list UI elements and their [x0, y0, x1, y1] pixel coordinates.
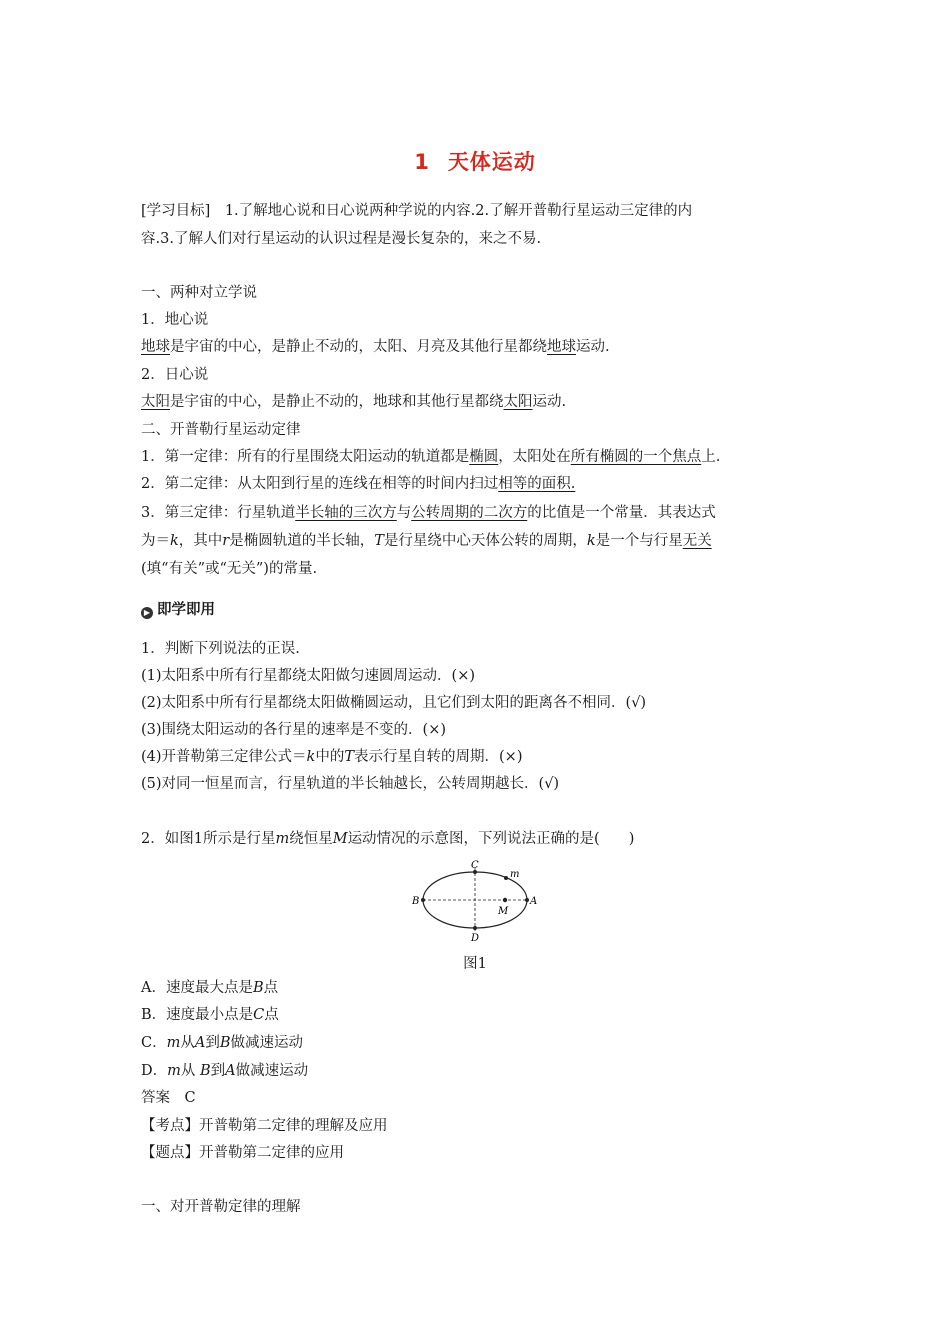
math-variable: T — [344, 749, 355, 765]
text-span: 到 — [210, 1063, 226, 1079]
text-span: D． — [141, 1063, 168, 1079]
text-span: 的比值是一个常量．其表达式 — [527, 505, 716, 521]
kaodian: 【考点】开普勒第二定律的理解及应用 — [141, 1118, 388, 1134]
text-span: 中的 — [315, 749, 345, 765]
text-span: 运动情况的示意图，下列说法正确的是( ) — [347, 831, 635, 847]
play-icon: ▶ — [141, 607, 153, 619]
option-d — [141, 1061, 821, 1081]
law3-text-line-1 — [141, 503, 821, 523]
title-text: 天体运动 — [447, 150, 536, 174]
law2-text — [141, 474, 821, 494]
blank-answer: 椭圆 — [469, 449, 499, 465]
law1-text — [141, 447, 821, 467]
title-number: 1 — [414, 150, 430, 174]
text-span: 2．如图1所示是行星 — [141, 831, 276, 847]
question-1-item: (5)对同一恒星而言，行星轨道的半长轴越长，公转周期越长．(√) — [141, 776, 560, 792]
text-span: (4)开普勒第三定律公式＝ — [141, 749, 307, 765]
label-D: D — [471, 933, 480, 943]
heliocentric-heading: 2．日心说 — [141, 367, 209, 383]
answer: 答案 C — [141, 1090, 196, 1106]
question-1-item: (1)太阳系中所有行星都绕太阳做匀速圆周运动．(×) — [141, 668, 476, 684]
text-span: 从 — [180, 1035, 195, 1051]
label-A: A — [530, 896, 538, 907]
point-A — [525, 898, 529, 902]
math-variable: m — [275, 831, 290, 847]
label-m: m — [510, 869, 520, 880]
text-span: 点 — [264, 1007, 279, 1023]
heliocentric-text — [141, 392, 821, 412]
math-variable: k — [170, 533, 179, 549]
page-title — [0, 146, 950, 176]
text-span: 做减速运动 — [230, 1035, 303, 1051]
text-span: 与 — [396, 505, 412, 521]
text-span: ，太阳处在 — [498, 449, 571, 465]
law3-text-line-2 — [141, 531, 821, 551]
text-span: 是行星绕中心天体公转的周期， — [383, 533, 587, 549]
math-variable: k — [586, 533, 596, 549]
blank-answer: 太阳 — [503, 394, 533, 410]
geocentric-heading: 1．地心说 — [141, 312, 209, 328]
math-variable: m — [167, 1063, 181, 1079]
math-variable: B — [252, 980, 264, 996]
point-B — [421, 898, 425, 902]
text-span: 3．第三定律：行星轨道 — [141, 505, 296, 521]
math-variable: B — [200, 1063, 211, 1079]
tidian: 【题点】开普勒第二定律的应用 — [141, 1145, 344, 1161]
label-M: M — [498, 906, 509, 917]
section2-heading: 二、开普勒行星运动定律 — [141, 422, 301, 438]
blank-answer: 半长轴的三次方 — [295, 505, 397, 521]
blank-answer: 太阳 — [141, 394, 170, 410]
text-span: 为＝ — [141, 533, 170, 549]
text-span: 是椭圆轨道的半长轴， — [229, 533, 375, 549]
text-span: 是一个与行星 — [595, 533, 683, 549]
math-variable: C — [253, 1007, 265, 1023]
math-variable: r — [222, 533, 230, 549]
text-span: 从 — [180, 1063, 200, 1079]
option-c — [141, 1033, 821, 1053]
math-variable: B — [219, 1035, 231, 1051]
law3-text-line-3: (填“有关”或“无关”)的常量. — [141, 561, 318, 577]
math-variable: T — [374, 533, 384, 549]
text-span: 做减速运动 — [235, 1063, 309, 1079]
label-B: B — [412, 896, 420, 907]
blank-answer: 地球 — [141, 339, 170, 355]
objectives-line-1: [学习目标] 1.了解地心说和日心说两种学说的内容.2.了解开普勒行星运动三定律的内 — [141, 203, 693, 219]
text-span: B．速度最小点是 — [141, 1007, 254, 1023]
text-span: 运动. — [532, 394, 567, 410]
practice-heading — [141, 600, 821, 620]
math-variable: k — [306, 749, 316, 765]
blank-answer: 相等的面积. — [498, 476, 576, 492]
blank-answer: 无关 — [682, 533, 712, 549]
text-span: 是宇宙的中心，是静止不动的，太阳、月亮及其他行星都绕 — [170, 339, 547, 355]
blank-answer: 公转周期的二次方 — [411, 505, 528, 521]
blank-answer: 地球 — [547, 339, 576, 355]
text-span: A．速度最大点是 — [141, 980, 253, 996]
text-span: ，其中 — [178, 533, 223, 549]
text-span: 表示行星自转的周期．(×) — [354, 749, 523, 765]
question-1: 1．判断下列说法的正误. — [141, 641, 300, 657]
geocentric-text — [141, 337, 821, 357]
objectives-line-2: 容.3.了解人们对行星运动的认识过程是漫长复杂的，来之不易. — [141, 231, 542, 247]
section3-heading: 一、对开普勒定律的理解 — [141, 1199, 301, 1215]
text-span: 是宇宙的中心，是静止不动的，地球和其他行星都绕 — [170, 394, 504, 410]
question-1-item: (3)围绕太阳运动的各行星的速率是不变的．(×) — [141, 722, 447, 738]
figure-caption: 图1 — [463, 956, 487, 972]
math-variable: A — [225, 1063, 236, 1079]
math-variable: M — [332, 831, 348, 847]
text-span: 1．第一定律：所有的行星围绕太阳运动的轨道都是 — [141, 449, 470, 465]
text-span: 上. — [701, 449, 721, 465]
text-span: 运动. — [576, 339, 610, 355]
text-span: 绕恒星 — [289, 831, 333, 847]
label-C: C — [471, 860, 479, 871]
section1-heading: 一、两种对立学说 — [141, 285, 257, 301]
blank-answer: 所有椭圆的一个焦点 — [570, 449, 702, 465]
math-variable: A — [194, 1035, 206, 1051]
text-span: 点 — [263, 980, 279, 996]
star-M — [503, 898, 507, 902]
text-span: 2．第二定律：从太阳到行星的连线在相等的时间内扫过 — [141, 476, 499, 492]
text-span: C． — [141, 1035, 167, 1051]
option-a — [141, 978, 821, 998]
option-b — [141, 1005, 821, 1025]
question-2 — [141, 829, 821, 849]
question-1-item: (2)太阳系中所有行星都绕太阳做椭圆运动，且它们到太阳的距离各不相同．(√) — [141, 695, 647, 711]
point-D — [473, 926, 477, 930]
planet-m — [504, 876, 508, 880]
text-span: 到 — [205, 1035, 220, 1051]
question-1-item — [141, 747, 821, 767]
math-variable: m — [166, 1035, 181, 1051]
practice-heading-text: 即学即用 — [157, 602, 215, 618]
orbit-figure — [410, 858, 545, 943]
